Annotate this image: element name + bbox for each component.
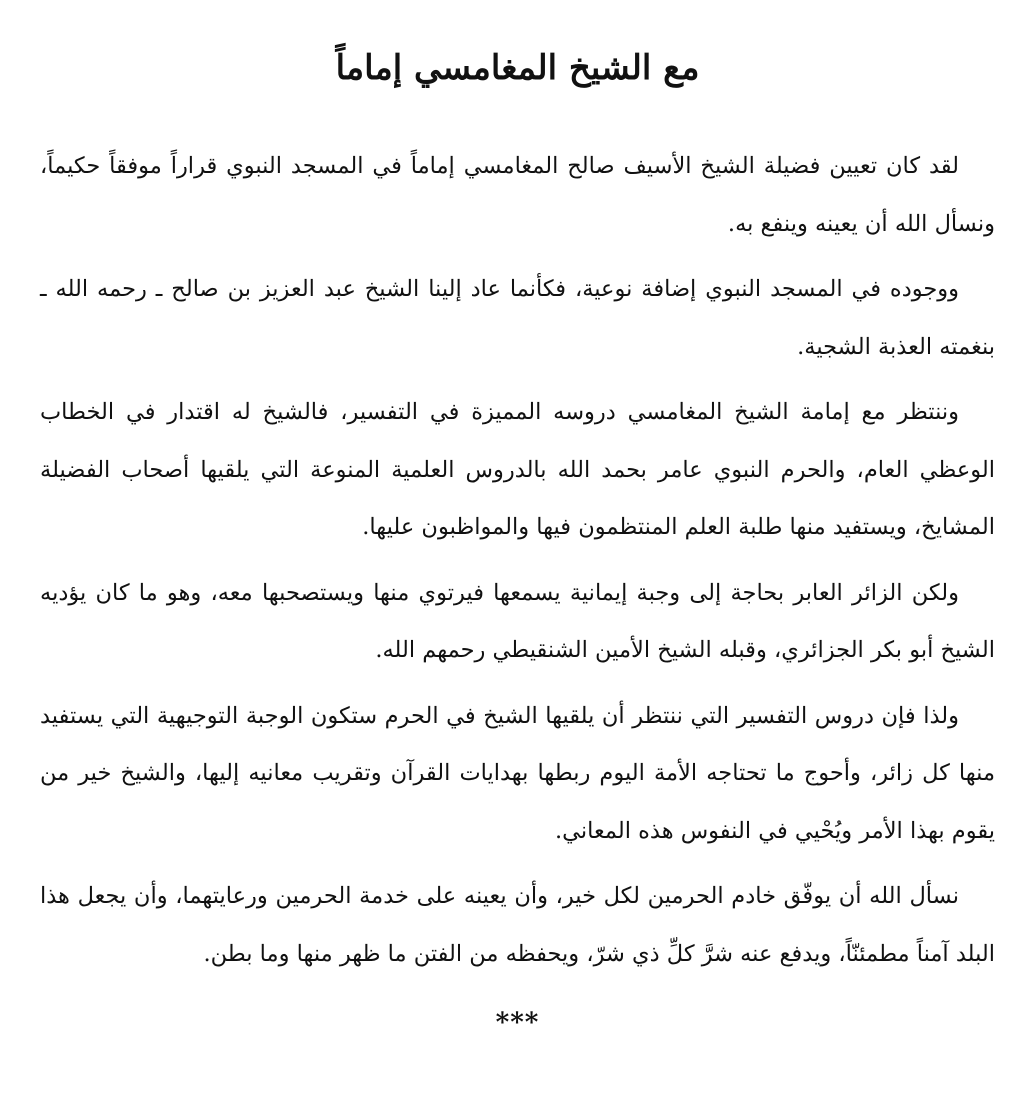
paragraph-text: ولكن الزائر العابر بحاجة إلى وجبة إيمانية يسمعها فيرتوي منها ويستصحبها معه، وهو ما كان يؤديه الشيخ أبو بكر الجزائري، وقبله الشيخ الأمين الشنقيطي رحمهم الله. — [40, 579, 995, 663]
paragraph-1 — [40, 138, 995, 253]
paragraph-2 — [40, 261, 995, 376]
paragraph-text: وننتظر مع إمامة الشيخ المغامسي دروسه المميزة في التفسير، فالشيخ له اقتدار في الخطاب الوعظي العام، والحرم النبوي عامر بحمد الله بالدروس العلمية المنوعة التي يلقيها أصحاب الفضيلة المشايخ، ويستفيد منها طلبة العلم المنتظمون فيها والمواظبون عليها. — [40, 399, 995, 540]
paragraph-3 — [40, 384, 995, 557]
paragraph-text: لقد كان تعيين فضيلة الشيخ الأسيف صالح المغامسي إماماً في المسجد النبوي قراراً موفقاً حكيماً، ونسأل الله أن يعينه وينفع به. — [40, 153, 995, 237]
paragraph-text: نسأل الله أن يوفّق خادم الحرمين لكل خير، وأن يعينه على خدمة الحرمين ورعايتهما، وأن يجعل هذا البلد آمناً مطمئنّاً، ويدفع عنه شرَّ كلِّ ذي شرّ، ويحفظه من الفتن ما ظهر منها وما بطن. — [40, 883, 995, 967]
paragraph-5 — [40, 688, 995, 861]
section-separator: *** — [495, 1008, 540, 1038]
page-title: مع الشيخ المغامسي إماماً — [335, 48, 700, 88]
paragraph-6 — [40, 868, 995, 983]
paragraph-text: ولذا فإن دروس التفسير التي ننتظر أن يلقيها الشيخ في الحرم ستكون الوجبة التوجيهية التي يستفيد منها كل زائر، وأحوج ما تحتاجه الأمة اليوم ربطها بهدايات القرآن وتقريب معانيه إليها، والشيخ خير من يقوم بهذا الأمر ويُحْيي في النفوس هذه المعاني. — [40, 702, 995, 844]
paragraph-text: ووجوده في المسجد النبوي إضافة نوعية، فكأنما عاد إلينا الشيخ عبد العزيز بن صالح ـ رحمه الله ـ بنغمته العذبة الشجية. — [40, 276, 995, 360]
article-body — [40, 138, 995, 991]
paragraph-4 — [40, 565, 995, 680]
